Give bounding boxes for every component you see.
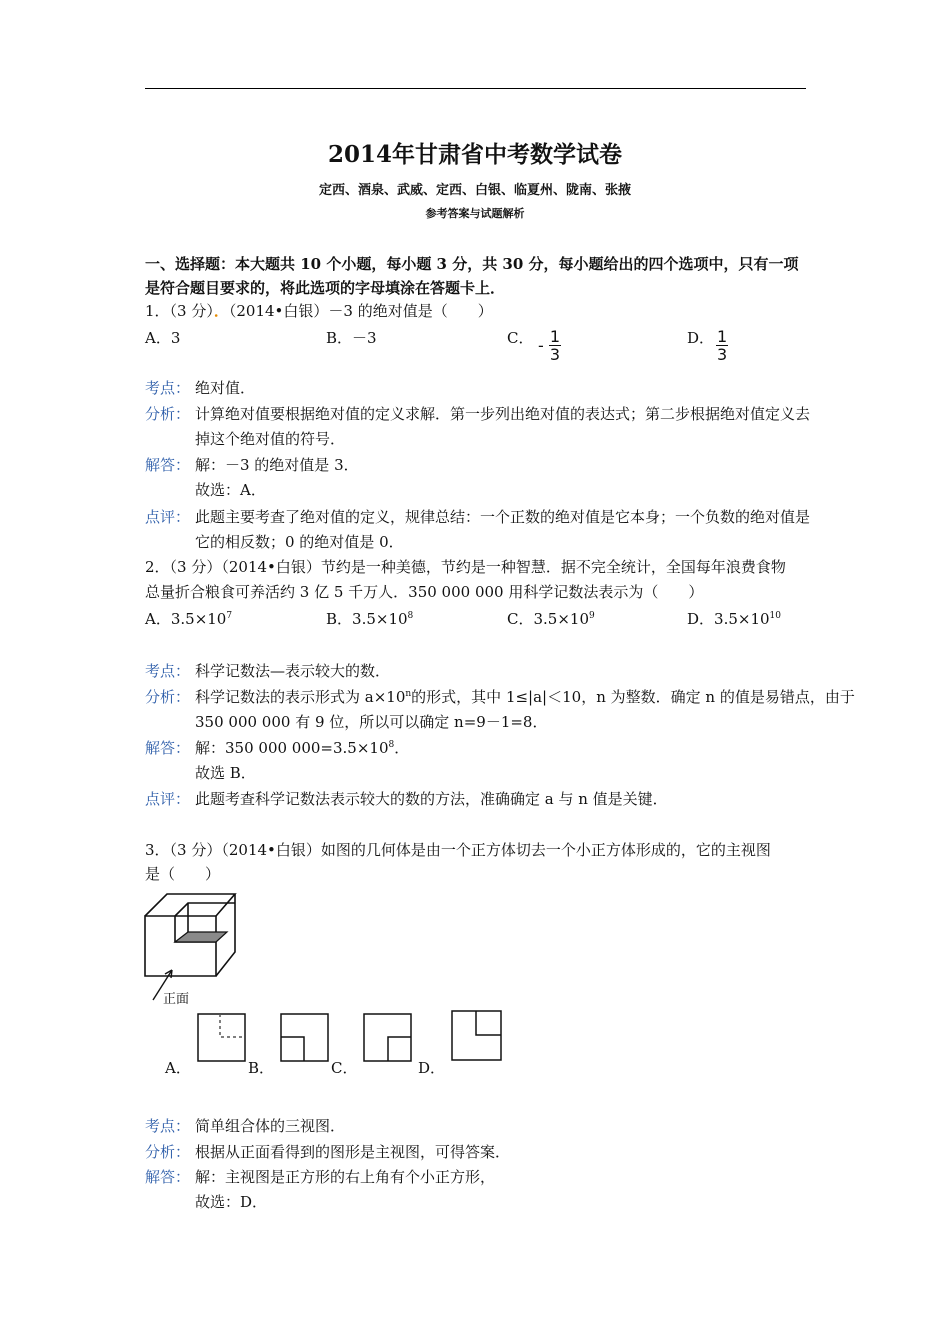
q3-stem-line1: 3．（3 分）（2014•白银）如图的几何体是由一个正方体切去一个小正方体形成的，它的主视图 [145, 841, 771, 859]
q2-fenxi-line1b: 的形式，其中 1≤|a|＜10，n 为整数．确定 n 的值是易错点，由于 [411, 688, 855, 706]
q2-kaodian-label: 考点： [145, 662, 191, 680]
q2-option-d-exp: 10 [769, 611, 781, 621]
q1-jieda-label: 解答： [145, 456, 191, 474]
q2-jieda-line2: 故选 B． [195, 764, 256, 782]
q1-jieda-line1: 解：－3 的绝对值是 3． [195, 456, 359, 474]
q3-option-d-label: D． [418, 1059, 446, 1077]
q2-fenxi-line1 [195, 687, 855, 707]
q1-option-c-fraction [538, 328, 561, 363]
section-heading-line1: 一、选择题：本大题共 10 个小题，每小题 3 分，共 30 分，每小题给出的四个选项中，只有一项 [145, 255, 799, 273]
q3-option-b-figure [280, 1013, 330, 1063]
q2-option-c-exp: 9 [589, 611, 595, 621]
q1-option-d-fraction [716, 328, 728, 363]
q2-jieda-exp: 8 [388, 740, 395, 750]
q2-jieda-line1 [195, 738, 409, 758]
q3-option-a-label: A． [165, 1059, 191, 1077]
q2-fenxi-exp: n [405, 689, 412, 699]
q1-number: 1．（3 分） [145, 302, 214, 320]
q1-fenxi-label: 分析： [145, 405, 191, 423]
q2-stem-line1: 2．（3 分）（2014•白银）节约是一种美德，节约是一种智慧．据不完全统计，全国每年浪费食物 [145, 558, 786, 576]
q1-option-c [507, 328, 533, 348]
q1-fenxi-line2: 掉这个绝对值的符号． [195, 430, 346, 448]
q1-option-d-denominator: 3 [717, 345, 728, 364]
q3-jieda-label: 解答： [145, 1168, 191, 1186]
page-title: 2014年甘肃省中考数学试卷 [327, 141, 622, 168]
q2-jieda-line1b: ． [394, 739, 410, 757]
q2-jieda-label: 解答： [145, 739, 191, 757]
q1-option-a: A．3 [145, 329, 181, 347]
q3-option-c-figure [363, 1013, 413, 1063]
q2-jieda-line1a: 解：350 000 000=3.5×10 [195, 739, 389, 757]
q3-option-d-figure [451, 1010, 503, 1062]
q2-fenxi-label: 分析： [145, 688, 191, 706]
q2-dianping-line1: 此题考查科学记数法表示较大的数的方法，准确确定 a 与 n 值是关键． [195, 790, 668, 808]
q3-jieda-line1: 解：主视图是正方形的右上角有个小正方形， [195, 1168, 496, 1186]
q2-option-c-text: C．3.5×10 [507, 610, 589, 628]
q3-kaodian: 简单组合体的三视图． [195, 1117, 346, 1135]
q1-marker: ． [213, 302, 229, 320]
q3-jieda-line2: 故选：D． [195, 1193, 268, 1211]
q1-option-c-sign: - [538, 336, 544, 355]
q2-kaodian: 科学记数法—表示较大的数． [195, 662, 391, 680]
q1-stem [145, 301, 493, 321]
q3-solid-figure [140, 890, 250, 1010]
q2-option-b [326, 609, 413, 629]
q2-option-d-text: D．3.5×10 [687, 610, 770, 628]
q1-text: （2014•白银）－3 的绝对值是（ ） [228, 302, 493, 320]
q3-fenxi-line1: 根据从正面看得到的图形是主视图，可得答案． [195, 1143, 511, 1161]
page-subtitle: 定西、酒泉、武威、定西、白银、临夏州、陇南、张掖 [318, 183, 631, 198]
q3-option-c-label: C． [331, 1059, 358, 1077]
q2-option-b-text: B．3.5×10 [326, 610, 408, 628]
top-rule [145, 88, 806, 89]
q2-option-b-exp: 8 [407, 611, 414, 621]
q3-stem-line2: 是（ ） [145, 865, 221, 883]
q1-fenxi-line1: 计算绝对值要根据绝对值的定义求解．第一步列出绝对值的表达式；第二步根据绝对值定义去 [195, 405, 811, 423]
q2-option-a-exp: 7 [226, 611, 233, 621]
q2-fenxi-line2: 350 000 000 有 9 位，所以可以确定 n=9－1=8． [195, 713, 548, 731]
q1-dianping-line2: 它的相反数；0 的绝对值是 0． [195, 533, 404, 551]
q3-option-b-label: B． [248, 1059, 275, 1077]
q3-option-a-figure [197, 1013, 247, 1063]
q3-kaodian-label: 考点： [145, 1117, 191, 1135]
section-heading-line2: 是符合题目要求的，将此选项的字母填涂在答题卡上． [145, 279, 506, 297]
q2-stem-line2: 总量折合粮食可养活约 3 亿 5 千万人．350 000 000 用科学记数法表示为（ ） [145, 583, 704, 601]
q1-option-c-denominator: 3 [549, 345, 561, 364]
q2-option-c [507, 609, 595, 629]
q1-jieda-line2: 故选：A． [195, 481, 266, 499]
q1-option-b: B．－3 [326, 329, 377, 347]
q1-dianping-label: 点评： [145, 508, 191, 526]
q2-option-a-text: A．3.5×10 [145, 610, 227, 628]
q1-option-c-numerator: 1 [549, 327, 561, 346]
q2-fenxi-line1a: 科学记数法的表示形式为 a×10 [195, 688, 406, 706]
page-note: 参考答案与试题解析 [425, 207, 525, 220]
q1-dianping-line1: 此题主要考查了绝对值的定义，规律总结：一个正数的绝对值是它本身；一个负数的绝对值是 [195, 508, 811, 526]
q3-front-label: 正面 [163, 992, 190, 1007]
q1-option-d-numerator: 1 [717, 327, 728, 346]
q2-option-a [145, 609, 232, 629]
q3-fenxi-label: 分析： [145, 1143, 191, 1161]
q1-option-c-label: C． [507, 329, 534, 347]
q1-kaodian-label: 考点： [145, 379, 191, 397]
q2-option-d [687, 609, 781, 629]
q1-option-d-label: D． [687, 329, 715, 347]
q1-kaodian: 绝对值． [195, 379, 256, 397]
q2-dianping-label: 点评： [145, 790, 191, 808]
